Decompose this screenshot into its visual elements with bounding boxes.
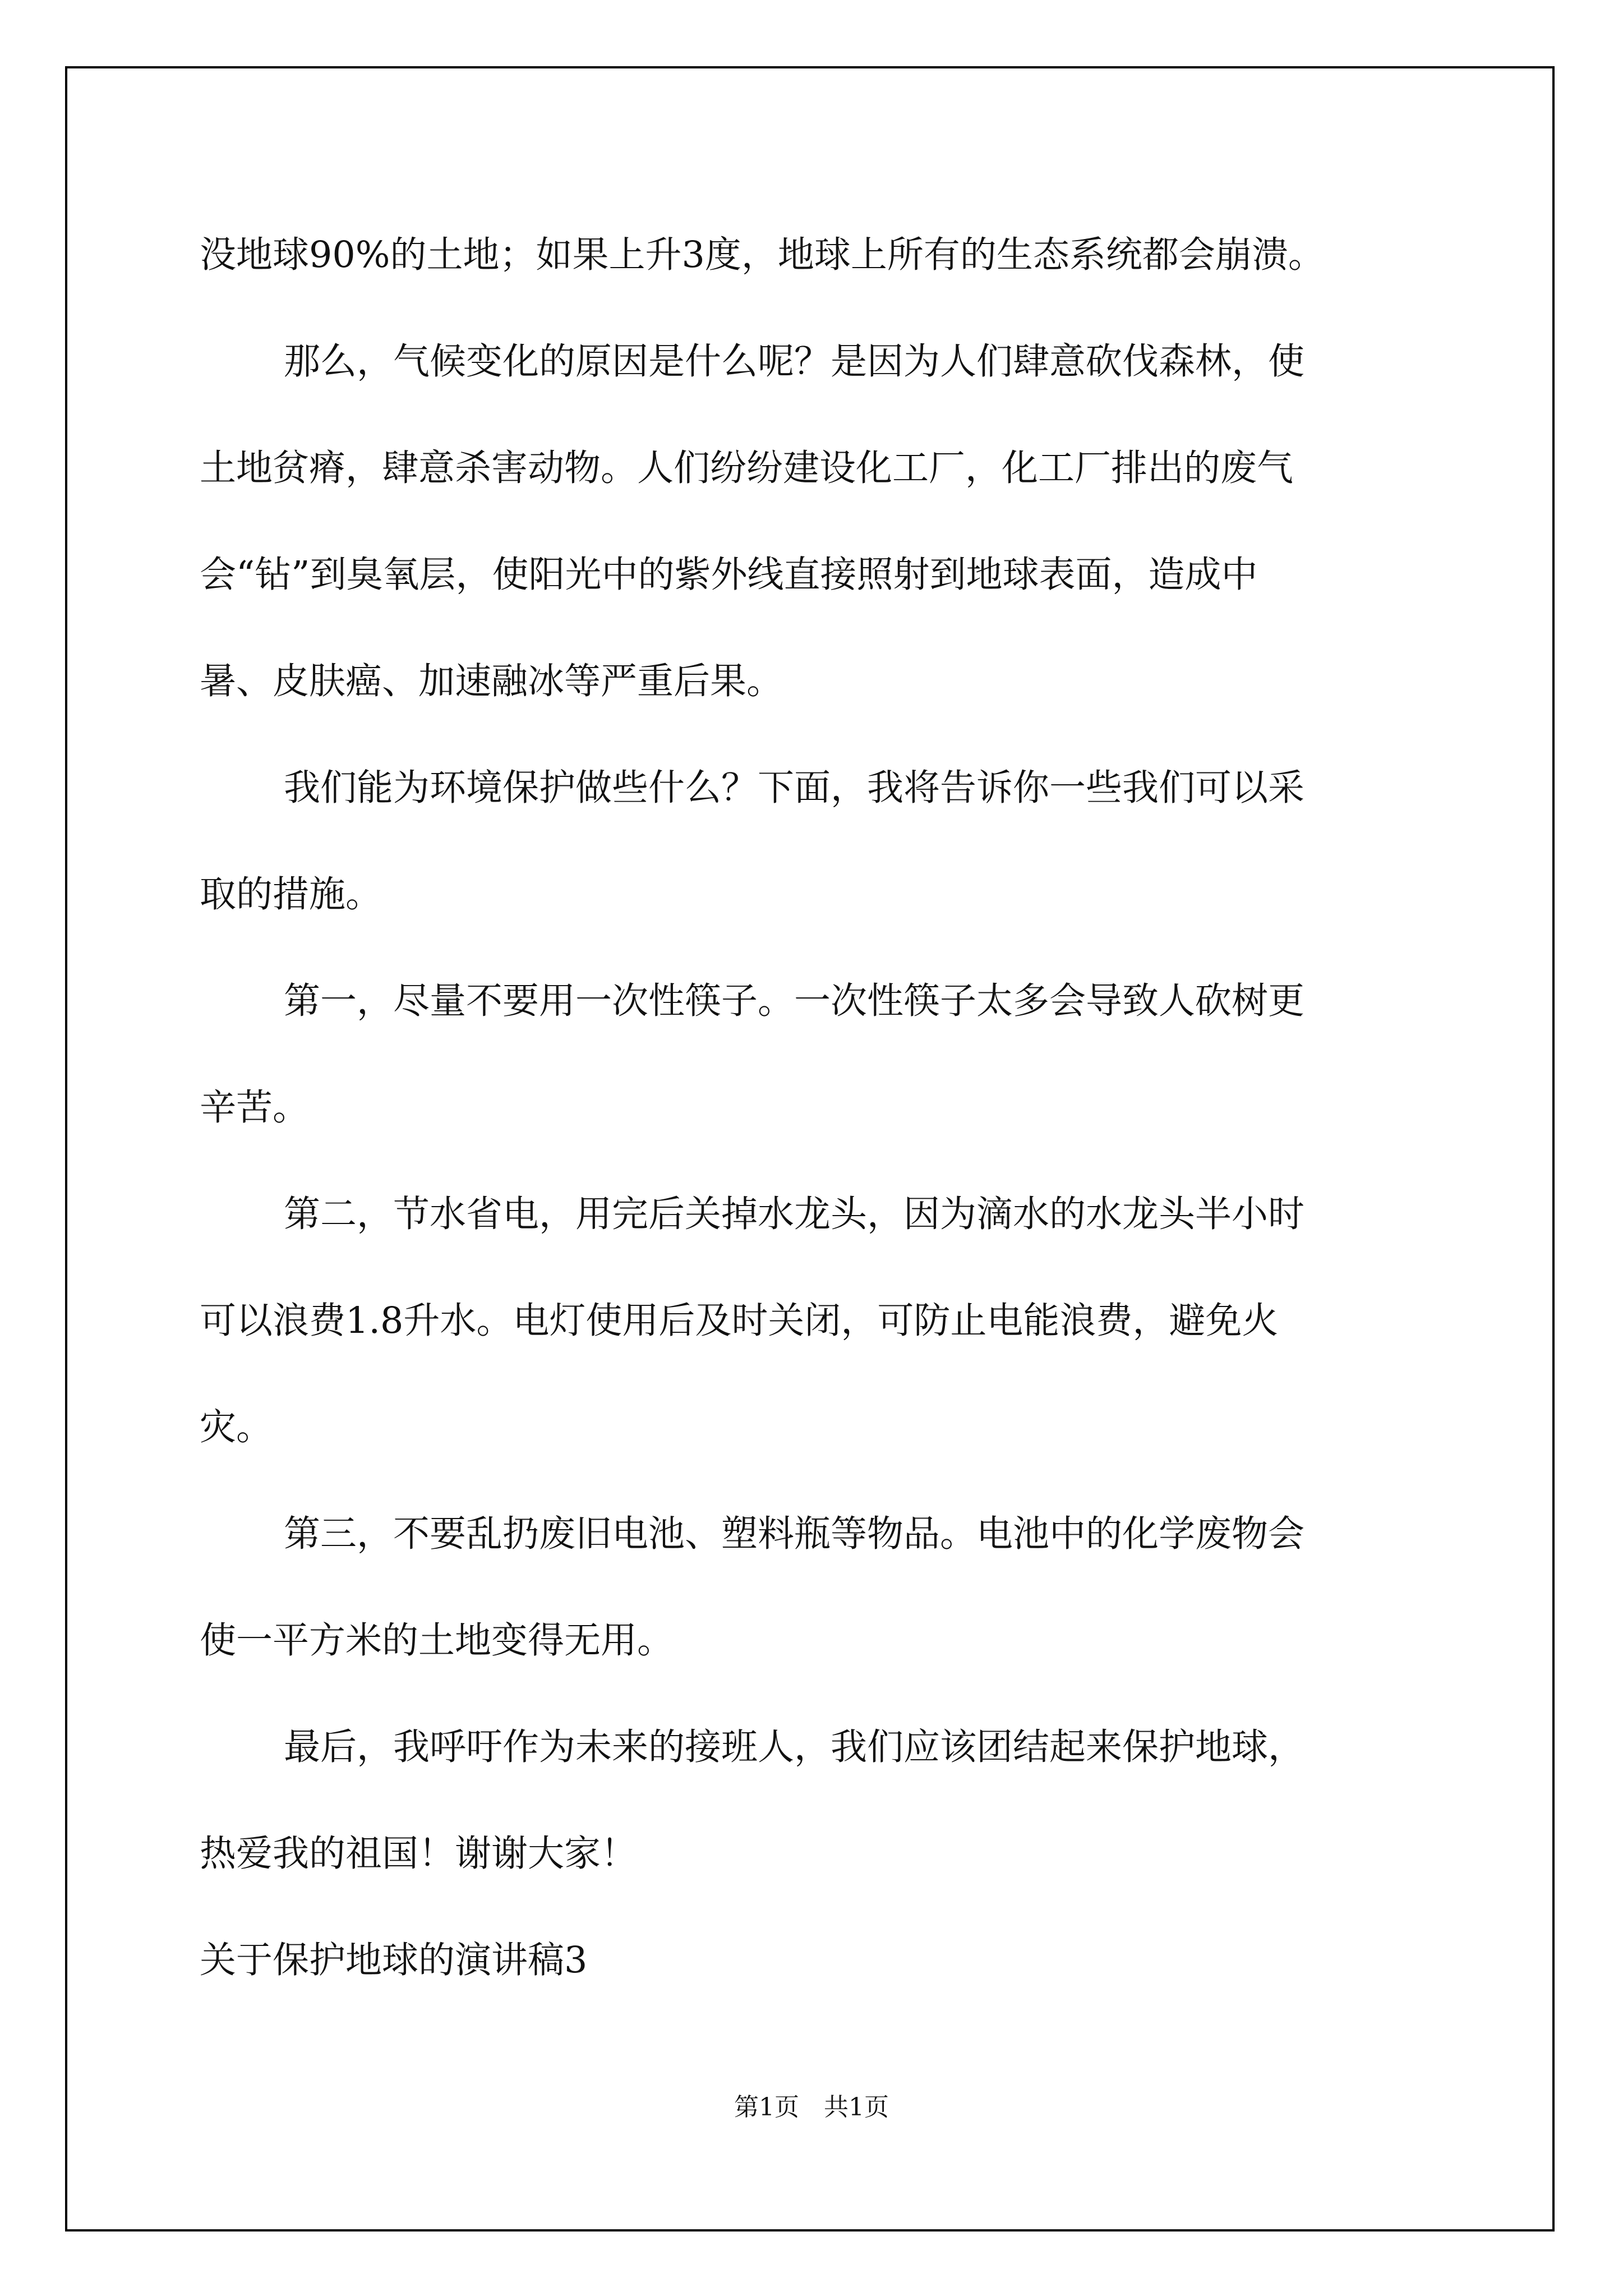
text-line: 第三，不要乱扔废旧电池、塑料瓶等物品。电池中的化学废物会	[284, 1513, 1305, 1555]
text-line: 那么，气候变化的原因是什么呢？是因为人们肆意砍伐森林，使	[284, 341, 1305, 383]
text-line: 会“钻”到臭氧层，使阳光中的紫外线直接照射到地球表面，造成中	[200, 554, 1258, 596]
section-heading: 关于保护地球的演讲稿3	[200, 1939, 588, 1981]
text-line: 最后，我呼吁作为未来的接班人，我们应该团结起来保护地球，	[284, 1726, 1305, 1768]
text-line: 热爱我的祖国！谢谢大家！	[200, 1833, 638, 1875]
text-line: 土地贫瘠，肆意杀害动物。人们纷纷建设化工厂，化工厂排出的废气	[200, 447, 1294, 489]
text-line: 没地球90%的土地；如果上升3度，地球上所有的生态系统都会崩溃。	[200, 234, 1325, 276]
text-line: 使一平方米的土地变得无用。	[200, 1619, 674, 1662]
text-line: 灾。	[200, 1406, 273, 1448]
text-line: 取的措施。	[200, 873, 382, 915]
text-line: 第二，节水省电，用完后关掉水龙头，因为滴水的水龙头半小时	[284, 1193, 1305, 1235]
page-footer: 第1页 共1页	[734, 2093, 889, 2122]
text-line: 第一，尽量不要用一次性筷子。一次性筷子太多会导致人砍树更	[284, 980, 1305, 1022]
text-line: 我们能为环境保护做些什么？下面，我将告诉你一些我们可以采	[284, 767, 1305, 809]
text-line: 辛苦。	[200, 1087, 310, 1129]
speech-body	[200, 202, 1445, 2014]
text-line: 可以浪费1.8升水。电灯使用后及时关闭，可防止电能浪费，避免火	[200, 1300, 1279, 1342]
text-line: 暑、皮肤癌、加速融冰等严重后果。	[200, 660, 783, 702]
